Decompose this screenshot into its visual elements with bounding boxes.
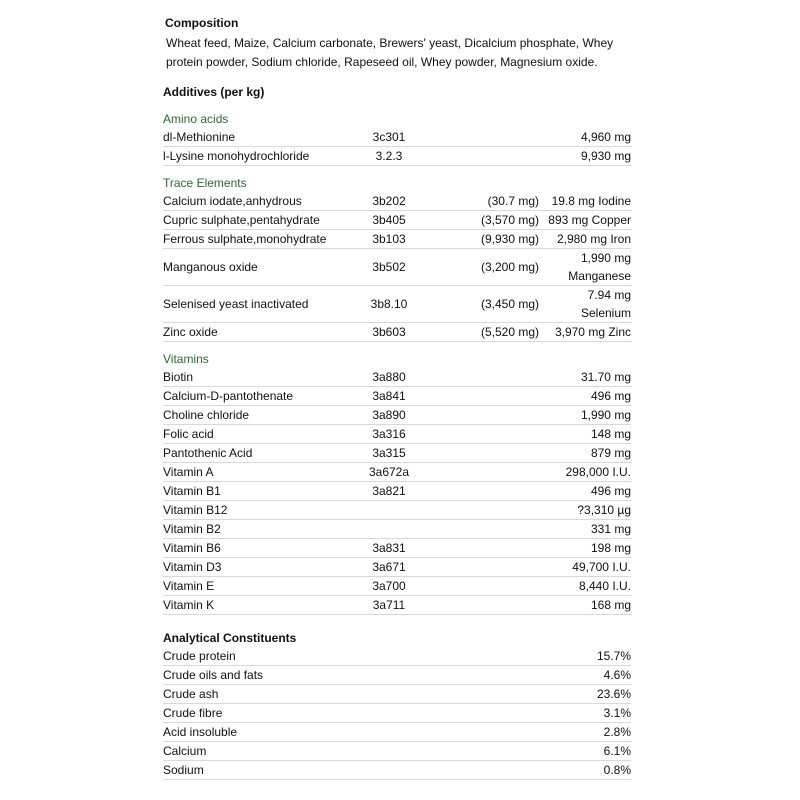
table-row <box>163 666 631 685</box>
constituent-value: 23.6% <box>463 685 631 704</box>
amino-acids-table <box>163 128 631 166</box>
additive-code: 3c301 <box>349 128 429 147</box>
additive-quantity <box>429 444 545 463</box>
additive-code: 3a890 <box>349 406 429 425</box>
additive-name: Manganous oxide <box>163 249 349 286</box>
table-row <box>163 685 631 704</box>
additive-name: Zinc oxide <box>163 323 349 342</box>
table-row <box>163 368 631 387</box>
additive-name: Vitamin K <box>163 596 349 615</box>
additive-quantity: (3,200 mg) <box>429 249 545 286</box>
analytical-table <box>163 647 631 780</box>
additive-name: Pantothenic Acid <box>163 444 349 463</box>
additive-quantity <box>429 406 545 425</box>
constituent-value: 15.7% <box>463 647 631 666</box>
additive-value: 49,700 I.U. <box>545 558 631 577</box>
additive-name: Selenised yeast inactivated <box>163 286 349 323</box>
composition-text: Wheat feed, Maize, Calcium carbonate, Brewers' yeast, Dicalcium phosphate, Whey protein powder, Sodium chloride, Rapeseed oil, Whey powder, Magnesium oxide. <box>166 36 614 69</box>
additive-value: 168 mg <box>545 596 631 615</box>
additive-name: Choline chloride <box>163 406 349 425</box>
table-row <box>163 596 631 615</box>
additive-name: Vitamin B2 <box>163 520 349 539</box>
table-row <box>163 192 631 211</box>
table-row <box>163 463 631 482</box>
additive-quantity <box>429 539 545 558</box>
constituent-value: 3.1% <box>463 704 631 723</box>
additive-quantity: (5,520 mg) <box>429 323 545 342</box>
additive-quantity: (30.7 mg) <box>429 192 545 211</box>
table-row <box>163 647 631 666</box>
additive-name: dl-Methionine <box>163 128 349 147</box>
additive-name: Ferrous sulphate,monohydrate <box>163 230 349 249</box>
additive-value: 1,990 mg Manganese <box>545 249 631 286</box>
additive-name: Vitamin B1 <box>163 482 349 501</box>
additive-code: 3a672a <box>349 463 429 482</box>
table-row <box>163 128 631 147</box>
additive-quantity: (3,450 mg) <box>429 286 545 323</box>
additive-name: Vitamin B6 <box>163 539 349 558</box>
additive-quantity <box>429 147 545 166</box>
additive-value: 1,990 mg <box>545 406 631 425</box>
additive-quantity <box>429 482 545 501</box>
additive-value: 198 mg <box>545 539 631 558</box>
additive-value: 4,960 mg <box>545 128 631 147</box>
trace-elements-label: Trace Elements <box>163 176 247 190</box>
constituent-value: 0.8% <box>463 761 631 780</box>
constituent-value: 6.1% <box>463 742 631 761</box>
vitamins-label: Vitamins <box>163 352 209 366</box>
table-row <box>163 387 631 406</box>
additive-quantity <box>429 558 545 577</box>
additive-quantity: (3,570 mg) <box>429 211 545 230</box>
additive-code: 3b8.10 <box>349 286 429 323</box>
additive-name: l-Lysine monohydrochloride <box>163 147 349 166</box>
constituent-value: 4.6% <box>463 666 631 685</box>
additive-code: 3b103 <box>349 230 429 249</box>
constituent-name: Sodium <box>163 761 463 780</box>
additive-value: 19.8 mg Iodine <box>545 192 631 211</box>
table-row <box>163 444 631 463</box>
additive-value: 496 mg <box>545 482 631 501</box>
additive-code: 3a315 <box>349 444 429 463</box>
additive-name: Biotin <box>163 368 349 387</box>
constituent-name: Crude fibre <box>163 704 463 723</box>
table-row <box>163 742 631 761</box>
constituent-name: Acid insoluble <box>163 723 463 742</box>
additive-value: 893 mg Copper <box>545 211 631 230</box>
trace-elements-table <box>163 192 631 342</box>
additive-code: 3a700 <box>349 577 429 596</box>
additive-value: 331 mg <box>545 520 631 539</box>
additive-value: 496 mg <box>545 387 631 406</box>
additive-code <box>349 501 429 520</box>
table-row <box>163 249 631 286</box>
table-row <box>163 425 631 444</box>
content-column <box>163 14 631 780</box>
additive-value: 298,000 I.U. <box>545 463 631 482</box>
additive-code: 3a711 <box>349 596 429 615</box>
additive-quantity <box>429 520 545 539</box>
additive-value: ?3,310 µg <box>545 501 631 520</box>
additive-name: Vitamin A <box>163 463 349 482</box>
additive-code: 3b502 <box>349 249 429 286</box>
amino-acids-label: Amino acids <box>163 112 229 126</box>
table-row <box>163 211 631 230</box>
additive-code: 3a821 <box>349 482 429 501</box>
table-row <box>163 286 631 323</box>
additive-code: 3a831 <box>349 539 429 558</box>
additive-quantity <box>429 425 545 444</box>
additive-name: Calcium iodate,anhydrous <box>163 192 349 211</box>
additive-code: 3b202 <box>349 192 429 211</box>
table-row <box>163 482 631 501</box>
additive-name: Folic acid <box>163 425 349 444</box>
table-row <box>163 558 631 577</box>
additive-code: 3b405 <box>349 211 429 230</box>
additive-value: 148 mg <box>545 425 631 444</box>
additive-value: 9,930 mg <box>545 147 631 166</box>
additive-code: 3a316 <box>349 425 429 444</box>
additive-code: 3b603 <box>349 323 429 342</box>
additive-value: 3,970 mg Zinc <box>545 323 631 342</box>
additive-quantity <box>429 501 545 520</box>
additive-quantity <box>429 387 545 406</box>
additive-value: 31.70 mg <box>545 368 631 387</box>
additive-name: Cupric sulphate,pentahydrate <box>163 211 349 230</box>
additive-code: 3a880 <box>349 368 429 387</box>
constituent-name: Crude protein <box>163 647 463 666</box>
additive-value: 7.94 mg Selenium <box>545 286 631 323</box>
additive-quantity: (9,930 mg) <box>429 230 545 249</box>
constituent-name: Calcium <box>163 742 463 761</box>
table-row <box>163 520 631 539</box>
additive-quantity <box>429 577 545 596</box>
additive-value: 879 mg <box>545 444 631 463</box>
table-row <box>163 539 631 558</box>
additive-code: 3.2.3 <box>349 147 429 166</box>
table-row <box>163 577 631 596</box>
additive-quantity <box>429 368 545 387</box>
table-row <box>163 704 631 723</box>
constituent-value: 2.8% <box>463 723 631 742</box>
additive-name: Calcium-D-pantothenate <box>163 387 349 406</box>
table-row <box>163 501 631 520</box>
analytical-heading: Analytical Constituents <box>163 631 297 645</box>
table-row <box>163 323 631 342</box>
additive-code <box>349 520 429 539</box>
vitamins-table <box>163 368 631 615</box>
composition-heading: Composition <box>165 16 239 30</box>
additive-quantity <box>429 463 545 482</box>
additive-code: 3a671 <box>349 558 429 577</box>
constituent-name: Crude oils and fats <box>163 666 463 685</box>
table-row <box>163 406 631 425</box>
constituent-name: Crude ash <box>163 685 463 704</box>
additive-quantity <box>429 596 545 615</box>
additive-quantity <box>429 128 545 147</box>
table-row <box>163 230 631 249</box>
additive-code: 3a841 <box>349 387 429 406</box>
additive-name: Vitamin B12 <box>163 501 349 520</box>
additives-heading: Additives (per kg) <box>163 85 265 99</box>
additive-name: Vitamin E <box>163 577 349 596</box>
table-row <box>163 147 631 166</box>
table-row <box>163 761 631 780</box>
table-row <box>163 723 631 742</box>
additive-name: Vitamin D3 <box>163 558 349 577</box>
additive-value: 2,980 mg Iron <box>545 230 631 249</box>
additive-value: 8,440 I.U. <box>545 577 631 596</box>
